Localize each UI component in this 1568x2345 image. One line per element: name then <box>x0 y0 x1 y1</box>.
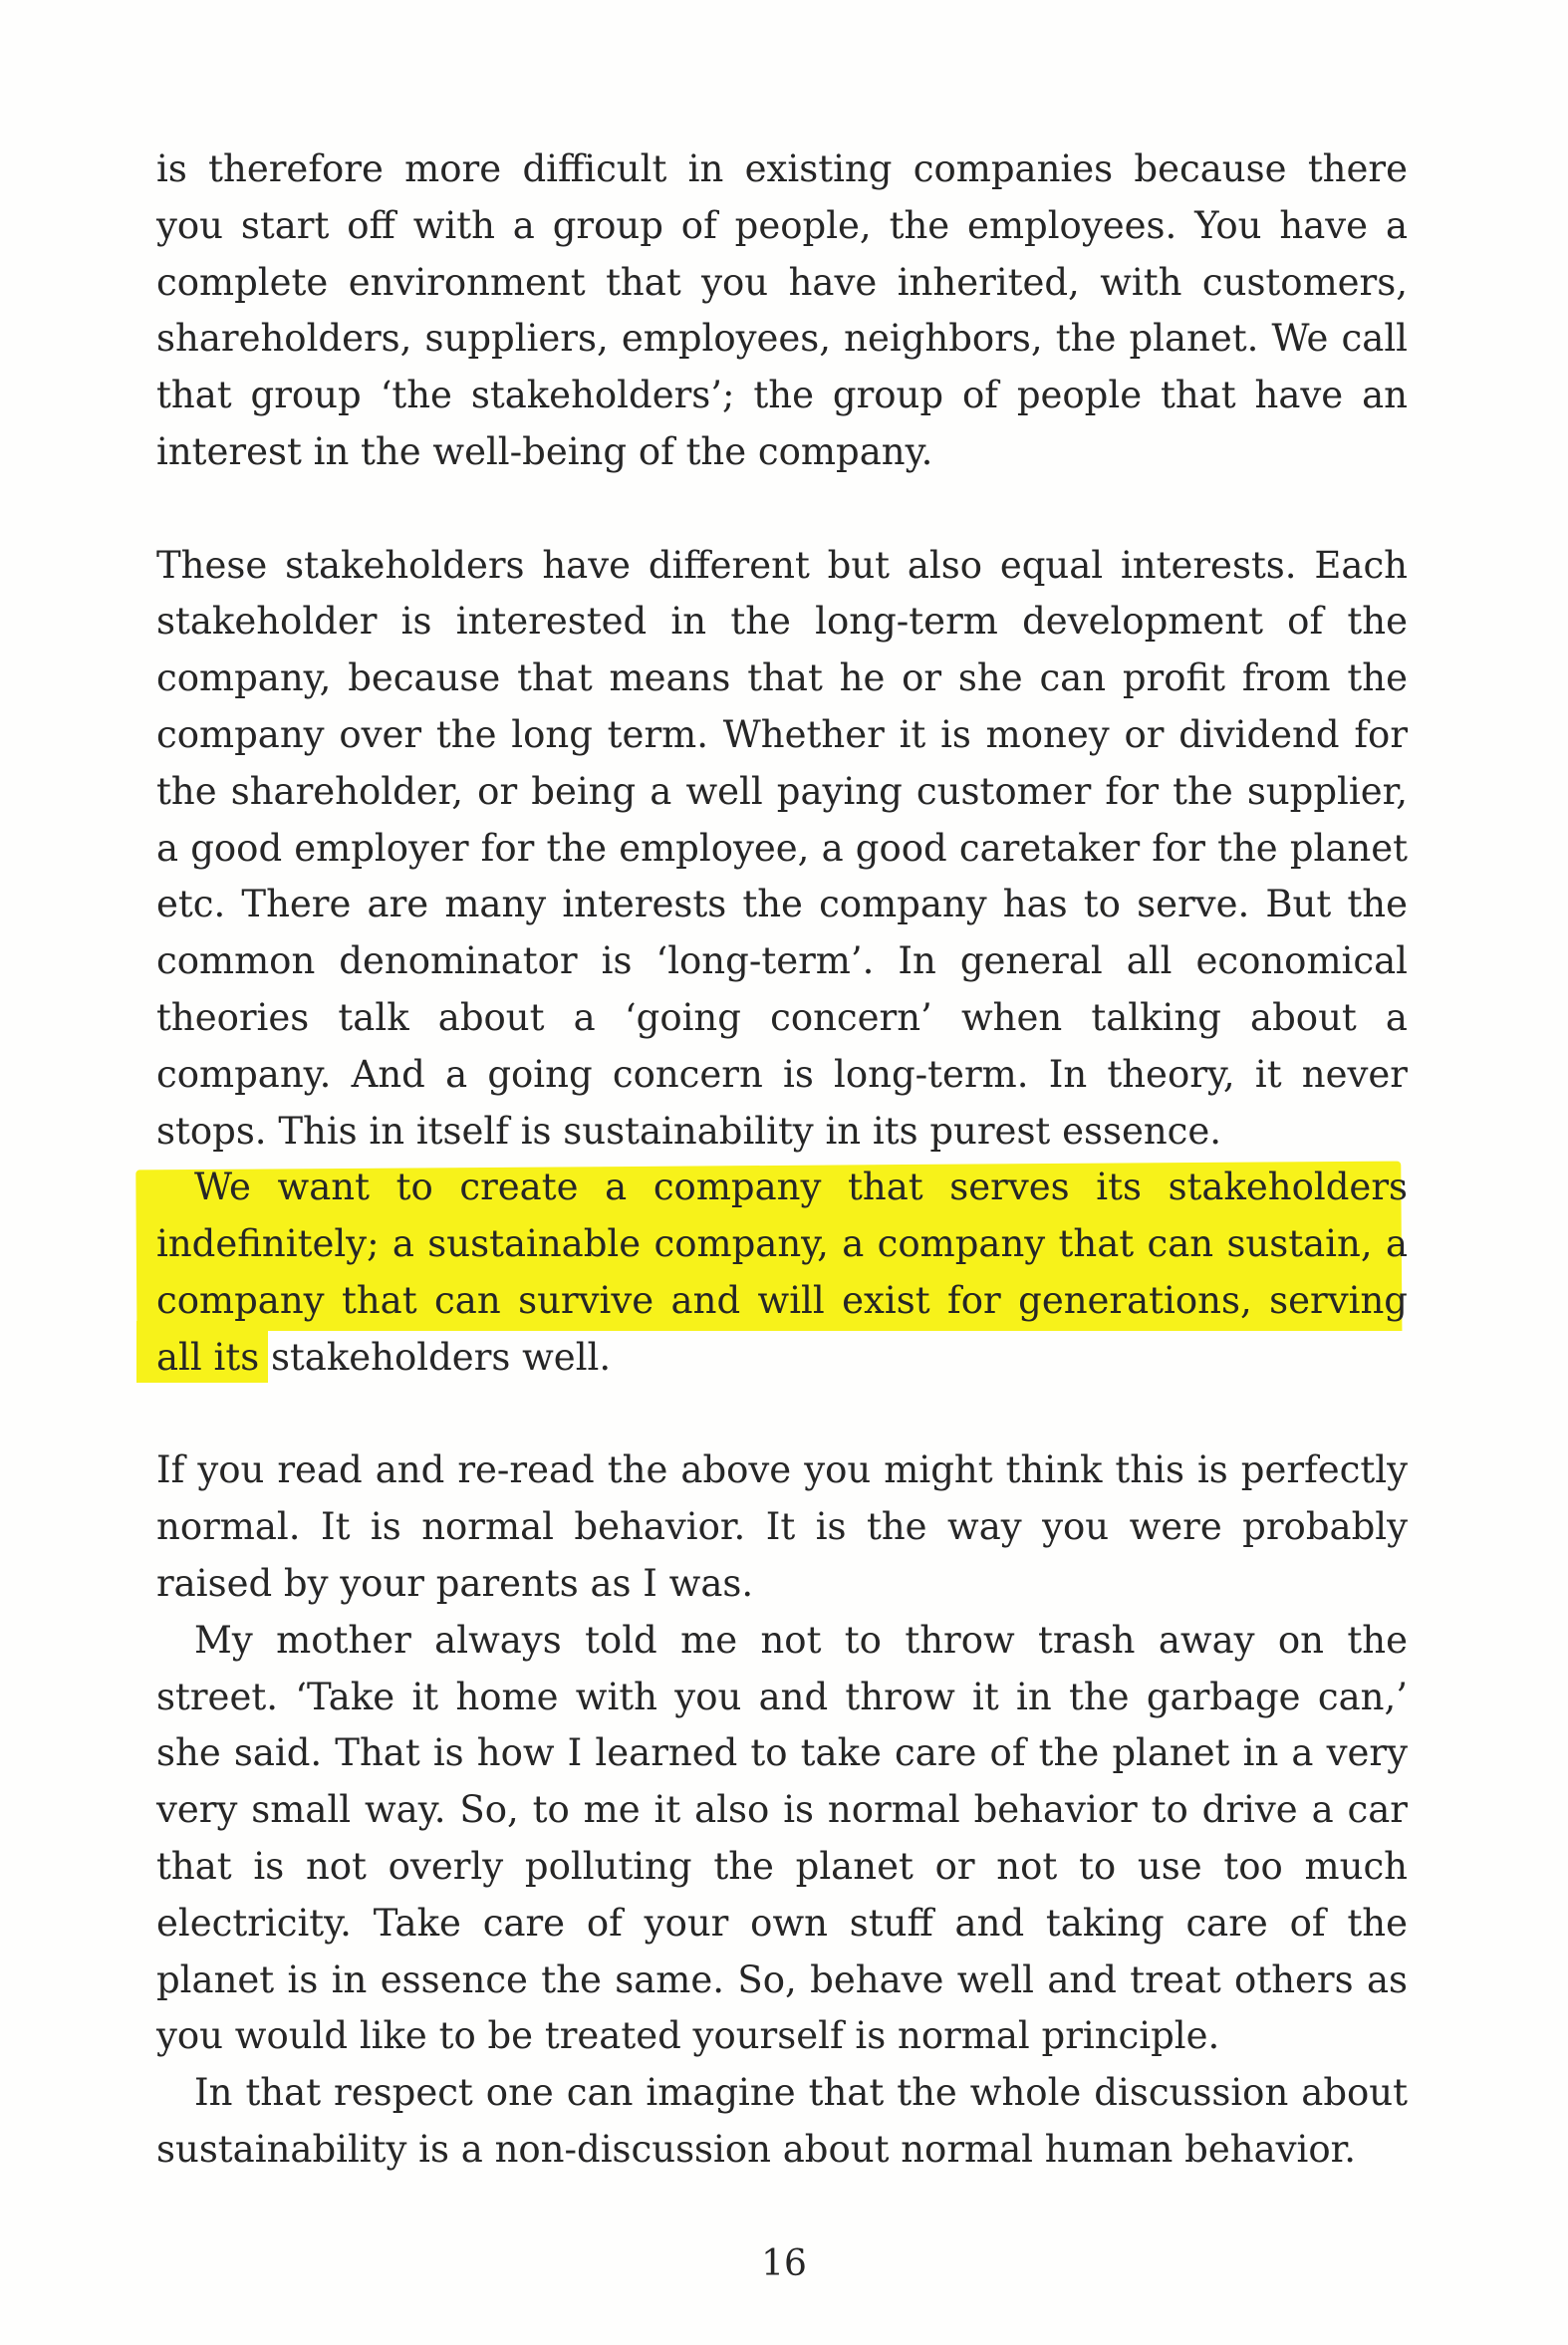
highlighted-passage <box>156 1160 1408 1386</box>
paragraph-4: If you read and re-read the above you might think this is perfectly normal. It is normal behavior. It is the way you were probably raised by your parents as I was. <box>156 1448 1408 1605</box>
paragraph-gap <box>156 1387 1408 1443</box>
paragraph-5: My mother always told me not to throw trash away on the street. ‘Take it home with you and throw it in the garbage can,’ she said. That is how I learned to take care of the planet in a very very small way. So, to me it also is normal behavior to drive a car that is not overly polluting the planet or not to use too much electricity. Take care of your own stuff and taking care of the planet is in essence the same. So, behave well and treat others as you would like to be treated yourself is normal principle. <box>156 1618 1408 2058</box>
paragraph-gap <box>156 481 1408 538</box>
paragraph-2: These stakeholders have different but also equal interests. Each stakeholder is interested in the long-term development of the company, because that means that he or she can profit from the company over the long term. Whether it is money or dividend for the shareholder, or being a well paying customer for the supplier, a good employer for the employee, a good caretaker for the planet etc. There are many interests the company has to serve. But the common denominator is ‘long-term’. In general all economical theories talk about a ‘going concern’ when talking about a company. And a going concern is long-term. In theory, it never stops. This in itself is sustainability in its purest essence. <box>156 543 1408 1153</box>
paragraph-6: In that respect one can imagine that the whole discussion about sustainability is a non-discussion about normal human behavior. <box>156 2071 1408 2171</box>
paragraph-1: is therefore more difficult in existing companies because there you start off with a group of people, the employees. You have a complete environment that you have inherited, with customers, shareholders, suppliers, employees, neighbors, the planet. We call that group ‘the stakeholders’; the group of people that have an interest in the well-being of the company. <box>156 147 1408 473</box>
body-text <box>156 141 1408 2179</box>
paragraph-3-highlighted: We want to create a company that serves its stakeholders indefinitely; a sustainable company, a company that can sustain, a company that can survive and will exist for generations, serving all its stakeholders well. <box>156 1166 1408 1379</box>
page-number: 16 <box>761 2243 807 2284</box>
